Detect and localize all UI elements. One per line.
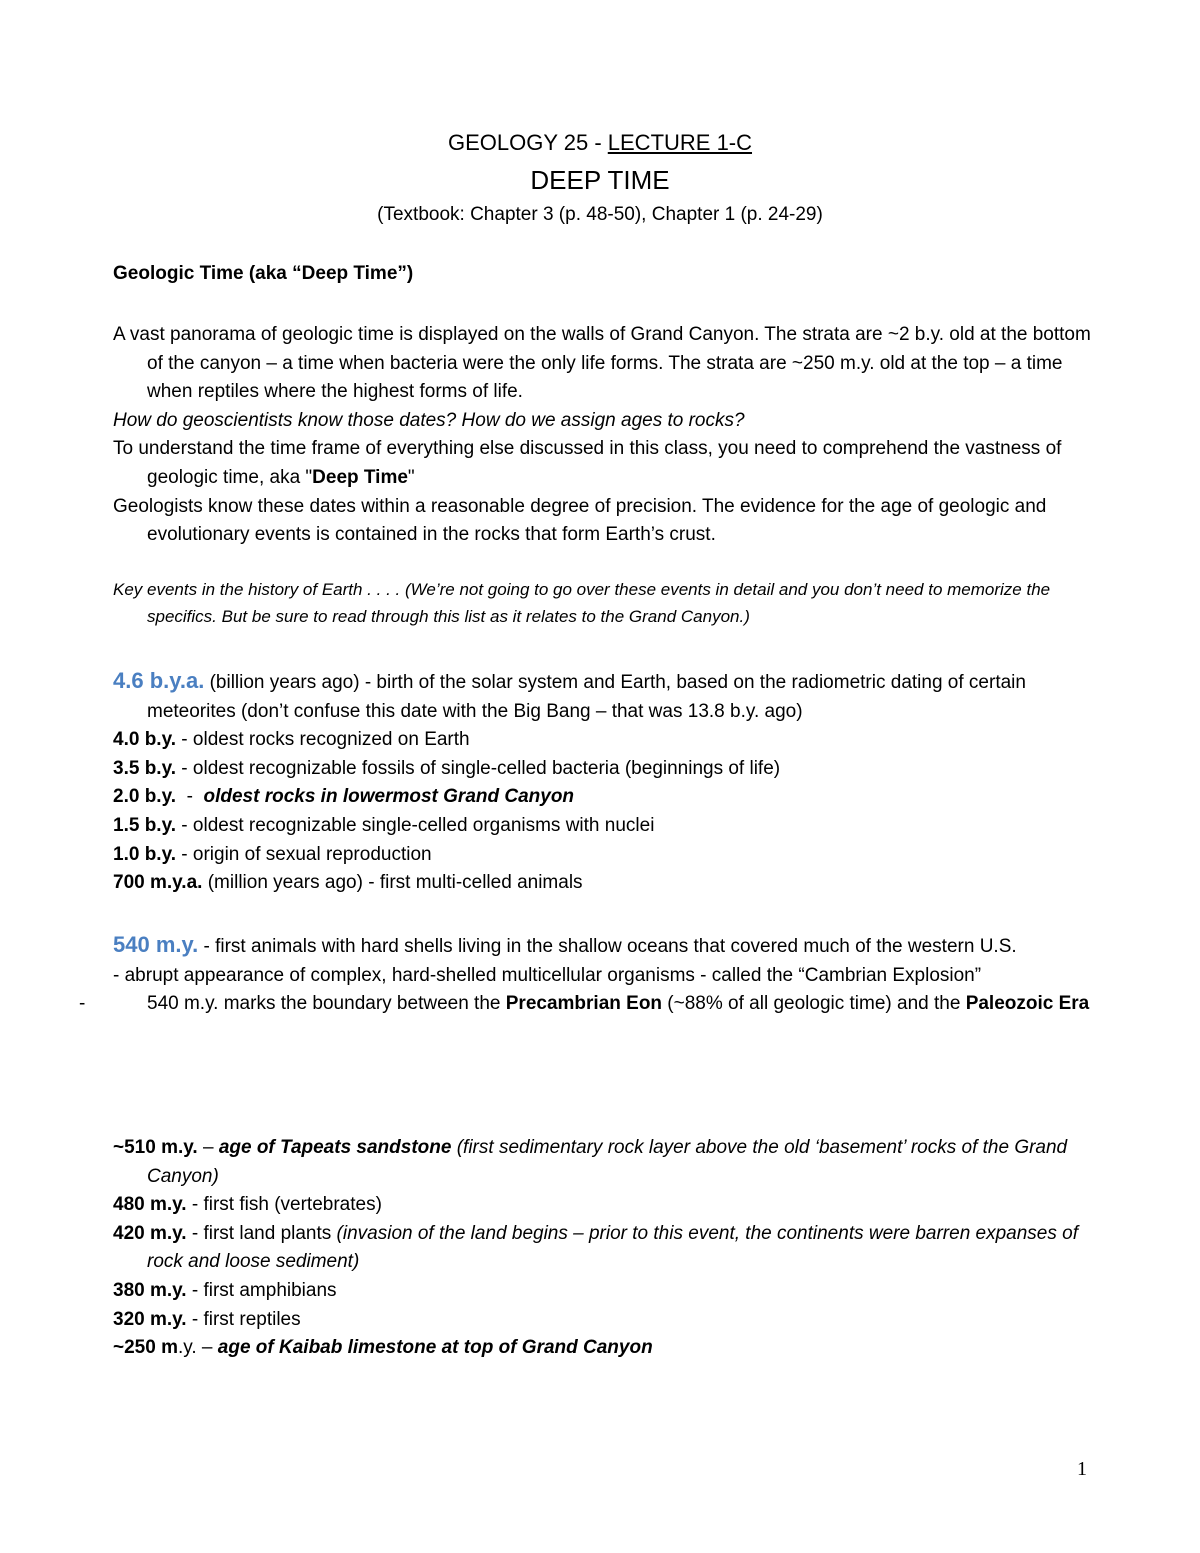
intro-paragraph-2: To understand the time frame of everything else discussed in this class, you need to comprehend the vastness of geologic time, aka "Deep Time" — [113, 438, 1062, 488]
event-row: 1.5 b.y. - oldest recognizable single-celled organisms with nuclei — [113, 814, 655, 836]
event-250-my: ~250 m.y. – age of Kaibab limestone at top of Grand Canyon — [113, 1337, 653, 1359]
section-heading: Geologic Time (aka “Deep Time”) — [113, 263, 414, 284]
event-4-6-bya: 4.6 b.y.a. (billion years ago) - birth of the solar system and Earth, based on the radiometric dating of certain meteorites (don’t confuse this date with the Big Bang – that was 13.8 b.y. ago) — [113, 668, 1026, 722]
date-4-6-bya: 4.6 b.y.a. — [113, 668, 205, 693]
textbook-reference: (Textbook: Chapter 3 (p. 48-50), Chapter 1 (p. 24-29) — [377, 204, 823, 225]
event-row: 700 m.y.a. (million years ago) - first multi-celled animals — [113, 872, 583, 894]
intro-section — [113, 321, 1093, 550]
boundary-note: - 540 m.y. marks the boundary between the Precambrian Eon (~88% of all geologic time) and the Paleozoic Era — [79, 993, 1090, 1015]
event-480-my: 480 m.y. - first fish (vertebrates) — [113, 1194, 382, 1216]
paleozoic-events — [113, 1134, 1093, 1363]
event-420-my: 420 m.y. - first land plants (invasion of the land begins – prior to this event, the continents were barren expanses of rock and loose sediment) — [113, 1222, 1078, 1273]
early-events — [113, 667, 1093, 898]
event-row: 1.0 b.y. - origin of sexual reproduction — [113, 843, 432, 865]
intro-paragraph-1: A vast panorama of geologic time is displayed on the walls of Grand Canyon. The strata are ~2 b.y. old at the bottom of the canyon – a time when bacteria were the only life forms. The strata are ~250 m.y. old at the top – a time when reptiles where the highest forms of life. — [113, 324, 1091, 403]
intro-paragraph-3: Geologists know these dates within a reasonable degree of precision. The evidence for the age of geologic and evolutionary events is contained in the rocks that form Earth’s crust. — [113, 495, 1047, 546]
event-row: 2.0 b.y. - oldest rocks in lowermost Grand Canyon — [113, 786, 575, 808]
cambrian-explosion: - abrupt appearance of complex, hard-shelled multicellular organisms - called the “Cambrian Explosion” — [113, 964, 982, 986]
event-row: 4.0 b.y. - oldest rocks recognized on Earth — [113, 729, 470, 751]
date-540-my: 540 m.y. — [113, 932, 199, 957]
event-380-my: 380 m.y. - first amphibians — [113, 1279, 337, 1301]
cambrian-section — [79, 931, 1093, 1019]
lecture-label: LECTURE 1-C — [607, 130, 753, 155]
event-540-my: 540 m.y. - first animals with hard shells living in the shallow oceans that covered much of the western U.S. — [113, 932, 1017, 957]
page-title: DEEP TIME — [530, 165, 670, 195]
page-number: 1 — [1077, 1458, 1087, 1480]
course-code: GEOLOGY 25 - — [447, 130, 608, 155]
question-line: How do geoscientists know those dates? How do we assign ages to rocks? — [113, 409, 745, 431]
key-events-note: Key events in the history of Earth . . . . (We’re not going to go over these events in detail and you don’t need to memorize the specifics. But be sure to read through this list as it relates to the Grand Canyon.) — [113, 580, 1051, 626]
event-510-my: ~510 m.y. – age of Tapeats sandstone (first sedimentary rock layer above the old ‘basement’ rocks of the Grand Canyon) — [113, 1137, 1068, 1187]
event-320-my: 320 m.y. - first reptiles — [113, 1308, 301, 1330]
course-header — [0, 130, 1200, 156]
event-row: 3.5 b.y. - oldest recognizable fossils of single-celled bacteria (beginnings of life) — [113, 757, 781, 779]
